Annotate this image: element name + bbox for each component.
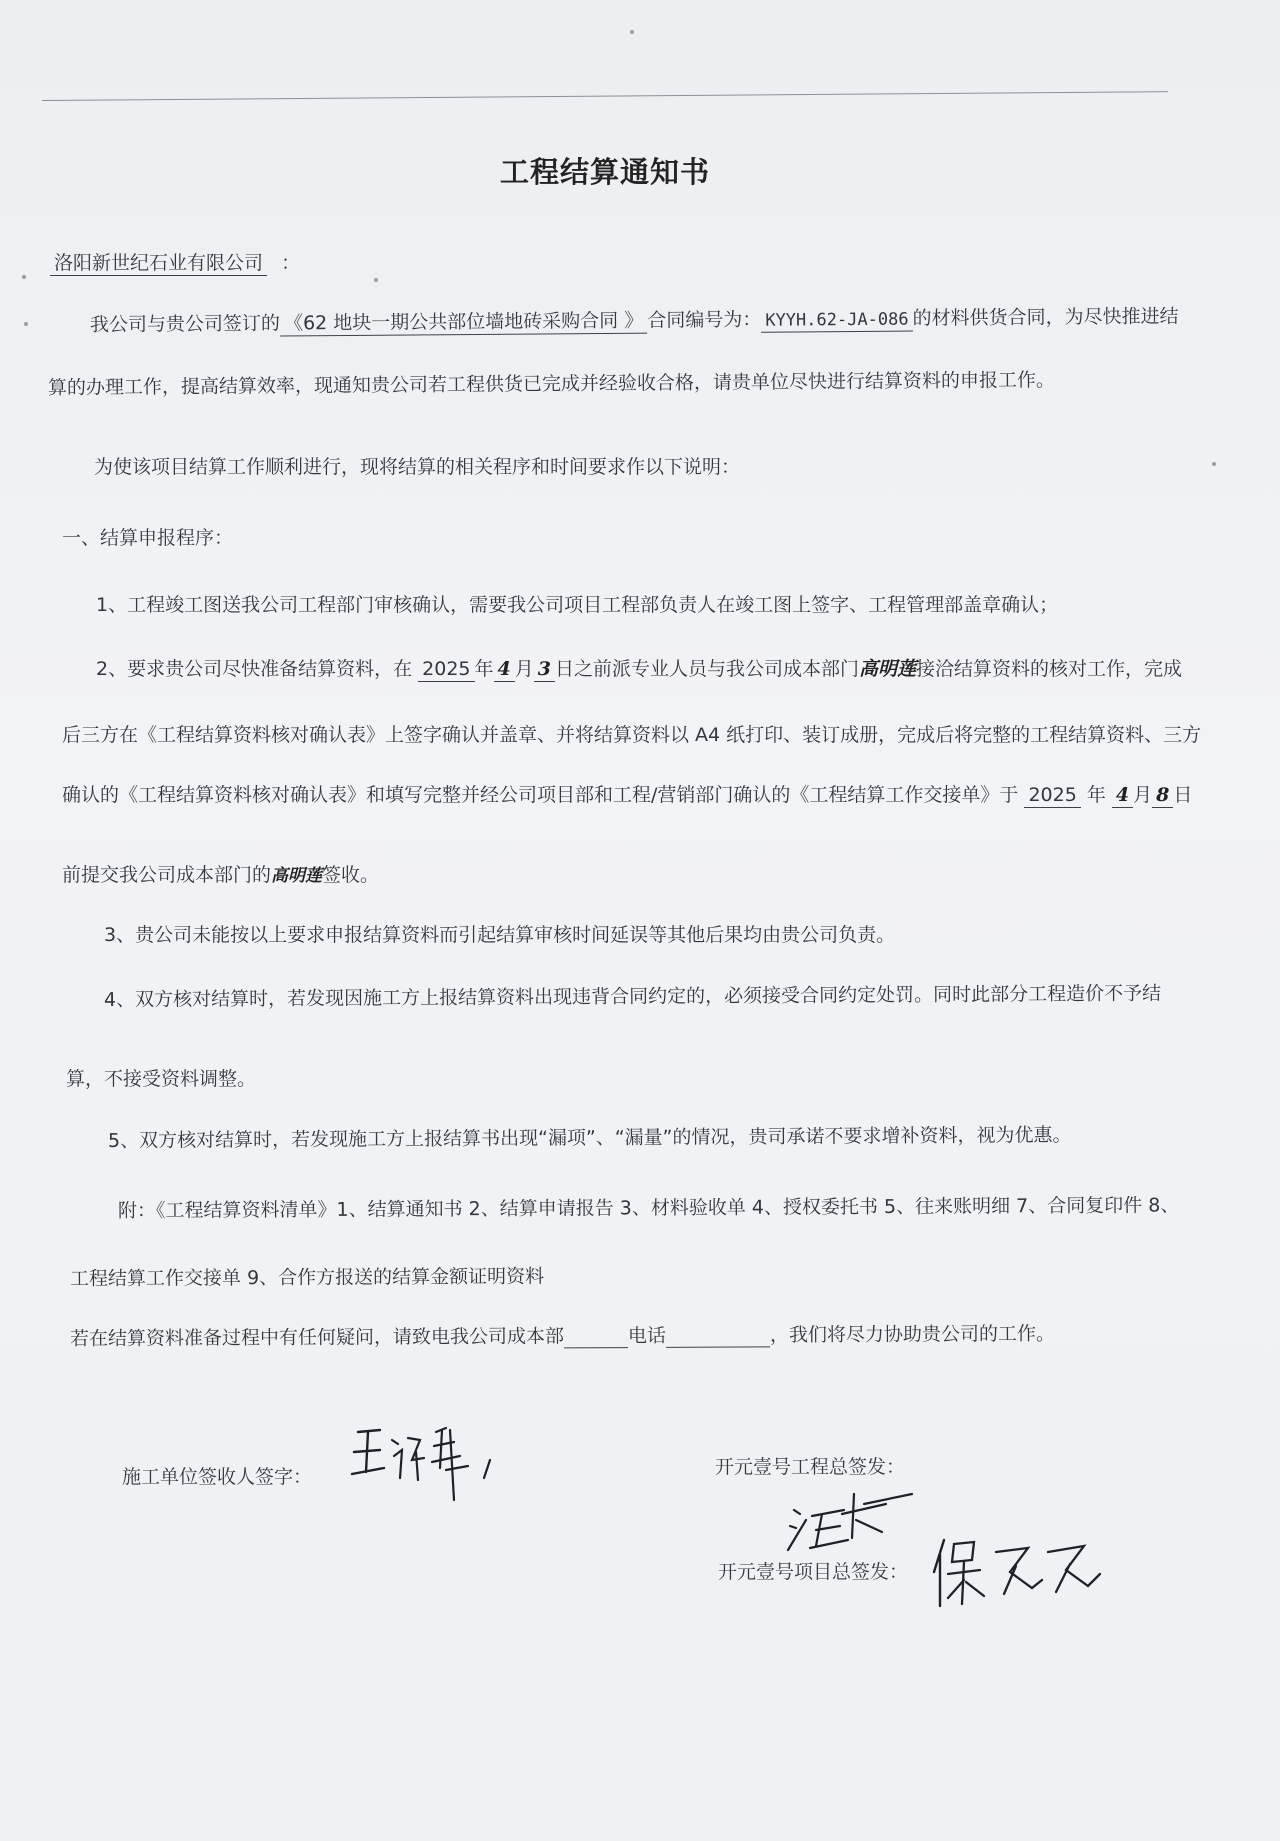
- engineer-signature: [782, 1480, 932, 1564]
- deadline2-year: 2025: [1024, 784, 1080, 808]
- scan-speck: [22, 275, 26, 279]
- recipient-company: 洛阳新世纪石业有限公司: [50, 252, 267, 276]
- contact-line: [70, 1319, 1055, 1351]
- deadline1-month: 4: [494, 658, 515, 682]
- scan-speck: [1212, 462, 1216, 466]
- item2-text-c: 接洽结算资料的核对工作，完成: [916, 658, 1183, 680]
- item2-line2: 后三方在《工程结算资料核对确认表》上签字确认并盖章、并将结算资料以 A4 纸打印、装订成册，完成后将完整的工程结算资料、三方: [62, 724, 1202, 746]
- attachment-line1: 附：《工程结算资料清单》1、结算通知书 2、结算申请报告 3、材料验收单 4、授权委托书 5、往来账明细 7、合同复印件 8、: [117, 1194, 1180, 1222]
- day-char-2: 日: [1173, 784, 1193, 806]
- phone-blank: [666, 1324, 770, 1348]
- deadline2-month: 4: [1112, 784, 1133, 808]
- manager-signature: [930, 1530, 1110, 1614]
- cost-dept-blank: [564, 1325, 628, 1348]
- receiver-signature: [350, 1410, 510, 1514]
- scan-speck: [374, 278, 378, 282]
- item4-line2: 算，不接受资料调整。: [66, 1068, 257, 1090]
- item2-line1: [96, 654, 1182, 681]
- item2-line3: [62, 780, 1192, 807]
- contact-text-a: 若在结算资料准备过程中有任何疑问，请致电我公司成本部: [69, 1325, 565, 1350]
- item2-line4: [62, 860, 379, 887]
- contact-text-c: ，我们将尽力协助贵公司的工作。: [769, 1322, 1056, 1347]
- item2-text-a: 2、要求贵公司尽快准备结算资料，在: [96, 658, 413, 680]
- receiver-contact-handwritten: 高明莲: [271, 866, 323, 886]
- item2-text-line4: 前提交我公司成本部门的: [62, 864, 272, 886]
- receiver-signature-stroke: [350, 1410, 510, 1510]
- item4-line1: 4、双方核对结算时，若发现因施工方上报结算资料出现违背合同约定的，必须接受合同约定处罚。同时此部分工程造价不予结: [103, 982, 1162, 1011]
- recipient-line: [50, 248, 300, 275]
- para1-mid: 合同编号为：: [647, 308, 762, 332]
- receiver-sign-label: 施工单位签收人签字：: [122, 1466, 313, 1488]
- header-rule: [42, 91, 1168, 101]
- para1-line1: [90, 301, 1179, 337]
- contract-name: 《62 地块一期公共部位墙地砖采购合同 》: [280, 310, 647, 337]
- attachment-line2: 工程结算工作交接单 9、合作方报送的结算金额证明资料: [69, 1265, 545, 1290]
- para1-prefix: 我公司与贵公司签订的: [89, 312, 281, 336]
- engineer-signature-stroke: [782, 1480, 932, 1560]
- para1-suffix: 的材料供货合同，为尽快推进结: [912, 305, 1179, 330]
- scan-speck: [24, 322, 28, 326]
- section-heading: 一、结算申报程序：: [62, 527, 234, 549]
- para2: 为使该项目结算工作顺利进行，现将结算的相关程序和时间要求作以下说明：: [94, 456, 741, 478]
- scan-speck: [630, 30, 634, 34]
- deadline2-day: 8: [1152, 784, 1173, 808]
- para1-line2: 算的办理工作，提高结算效率，现通知贵公司若工程供货已完成并经验收合格，请贵单位尽快进行结算资料的申报工作。: [47, 369, 1056, 399]
- deadline1-year: 2025: [418, 658, 474, 682]
- manager-sign-label: 开元壹号项目总签发：: [718, 1561, 909, 1583]
- month-char: 月: [514, 658, 534, 680]
- item3: 3、贵公司未能按以上要求申报结算资料而引起结算审核时间延误等其他后果均由贵公司负责。: [104, 924, 896, 946]
- item2-text-line4b: 签收。: [322, 864, 380, 886]
- month-char-2: 月: [1133, 784, 1153, 806]
- item2-text-line3: 确认的《工程结算资料核对确认表》和填写完整并经公司项目部和工程/营销部门确认的《工程结算工作交接单》于: [62, 784, 1019, 806]
- manager-signature-stroke: [930, 1530, 1110, 1610]
- document-title: 工程结算通知书: [499, 155, 710, 189]
- contact-text-b: 电话: [627, 1324, 667, 1348]
- year-char-2: 年: [1086, 784, 1106, 806]
- recipient-colon: ：: [281, 252, 301, 274]
- cost-contact-handwritten: 高明莲: [859, 658, 917, 680]
- deadline1-day: 3: [534, 658, 555, 682]
- item2-text-b: 日之前派专业人员与我公司成本部门: [555, 658, 860, 680]
- contract-number: KYYH.62-JA-086: [761, 310, 912, 333]
- item5: 5、双方核对结算时，若发现施工方上报结算书出现“漏项”、“漏量”的情况，贵司承诺不要求增补资料，视为优惠。: [107, 1124, 1072, 1152]
- year-char: 年: [474, 658, 494, 680]
- item1: 1、工程竣工图送我公司工程部门审核确认，需要我公司项目工程部负责人在竣工图上签字、工程管理部盖章确认；: [96, 594, 1059, 616]
- engineer-sign-label: 开元壹号工程总签发：: [715, 1456, 906, 1478]
